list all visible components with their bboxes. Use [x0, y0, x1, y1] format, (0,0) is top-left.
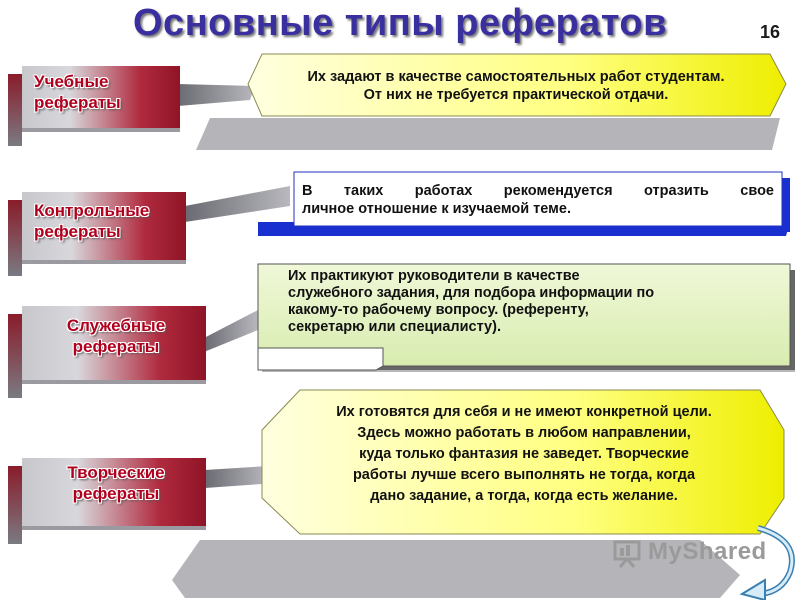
description-line: работы лучше всего выполнять не тогда, когда	[352, 467, 696, 483]
presentation-screen-icon	[612, 540, 642, 568]
type-label-line2: рефераты	[72, 337, 160, 356]
pointer-4	[205, 466, 268, 488]
description-educational	[256, 68, 776, 104]
description-line: Их практикуют руководители в качестве	[288, 268, 580, 284]
pointer-3	[204, 310, 258, 352]
type-label-line1: Учебные	[34, 72, 109, 91]
page-number: 16	[759, 22, 780, 42]
description-line: От них не требуется практической отдачи.	[363, 87, 669, 103]
shadow-band-1	[196, 118, 780, 150]
type-label-line1: Контрольные	[34, 201, 150, 220]
watermark-text: MyShared	[648, 538, 767, 565]
pointer-1	[178, 84, 255, 106]
type-label-line2: рефераты	[34, 222, 121, 241]
type-box-creative	[8, 458, 206, 542]
type-box-educational	[8, 66, 180, 146]
watermark-logo	[612, 538, 767, 568]
description-control	[302, 182, 774, 218]
description-line: В таких работах рекомендуется отразить свое	[302, 183, 774, 199]
type-label-line2: рефераты	[34, 93, 121, 112]
description-line: дано задание, а тогда, когда есть желание.	[370, 488, 678, 504]
type-box-control	[8, 192, 186, 276]
type-label-line2: рефераты	[72, 484, 160, 503]
description-line: куда только фантазия не заведет. Творческие	[359, 446, 689, 462]
description-line: Их готовятся для себя и не имеют конкретной цели.	[336, 404, 712, 420]
pointer-2	[185, 186, 290, 222]
description-line: Здесь можно работать в любом направлении,	[357, 425, 691, 441]
type-label-line1: Служебные	[66, 316, 166, 335]
callout-3-fold	[258, 348, 383, 370]
type-box-official	[8, 306, 206, 396]
description-line: Их задают в качестве самостоятельных работ студентам.	[307, 69, 725, 85]
description-line: какому-то рабочему вопросу. (референту,	[288, 302, 589, 318]
description-line: личное отношение к изучаемой теме.	[302, 201, 571, 217]
description-line: секретарю или специалисту).	[288, 319, 501, 335]
type-label-line1: Творческие	[67, 463, 165, 482]
description-line: служебного задания, для подбора информации по	[288, 285, 655, 301]
description-creative	[272, 402, 776, 507]
slide-title: Основные типы рефератов	[133, 2, 667, 44]
description-official	[288, 268, 768, 336]
